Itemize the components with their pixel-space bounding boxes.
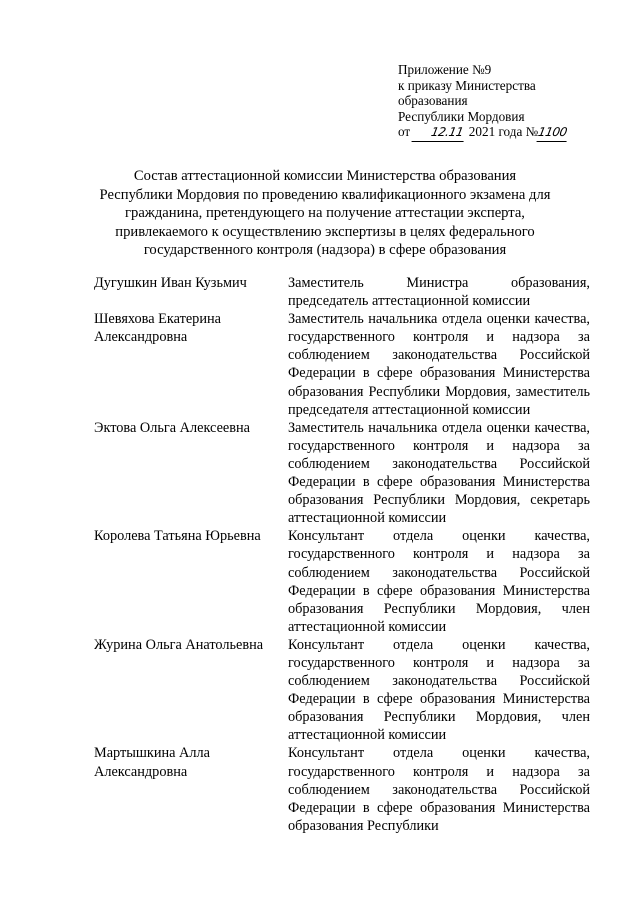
appendix-republic: Республики Мордовия bbox=[398, 108, 525, 124]
appendix-order-ref: к приказу Министерства bbox=[398, 77, 536, 93]
member-row bbox=[94, 419, 594, 528]
member-name: Эктова Ольга Алексеевна bbox=[94, 419, 251, 436]
member-row bbox=[94, 310, 594, 419]
date-prefix: от bbox=[398, 124, 411, 140]
member-role: Заместитель Министра образования, председатель аттестационной комиссии bbox=[288, 275, 590, 310]
member-row bbox=[94, 274, 594, 310]
member-name: Королева Татьяна Юрьевна bbox=[94, 528, 261, 545]
member-name: Мартышкина Алла Александровна bbox=[94, 745, 210, 780]
member-name: Шевяхова Екатерина Александровна bbox=[94, 311, 221, 346]
handwritten-date: 12.11 bbox=[412, 125, 467, 142]
appendix-ministry: образования bbox=[398, 93, 468, 109]
appendix-date-line bbox=[398, 124, 608, 142]
commission-members-list bbox=[94, 274, 594, 835]
appendix-number: Приложение №9 bbox=[398, 62, 492, 77]
member-role: Консультант отдела оценки качества, государственного контроля и надзора за соблюдением законодательства Российской Федерации в сфере образования Министерства образования Республики Мордовия, член аттестационной комиссии bbox=[288, 636, 590, 744]
handwritten-order-number: 1100 bbox=[537, 125, 570, 142]
member-name: Дугушкин Иван Кузьмич bbox=[94, 275, 247, 291]
date-year: 2021 года № bbox=[468, 124, 539, 140]
member-name: Журина Ольга Анатольевна bbox=[94, 636, 264, 653]
member-row bbox=[94, 636, 594, 745]
appendix-header bbox=[398, 62, 608, 142]
member-role: Консультант отдела оценки качества, государственного контроля и надзора за соблюдением законодательства Российской Федерации в сфере образования Министерства образования Республики bbox=[288, 745, 590, 834]
document-title: Состав аттестационной комиссии Министерства образования Республики Мордовия по проведению квалификационного экзамена для гражданина, претендующего на получение аттестации эксперта, привлекаемого к осуществлению экспертизы в целях федерального государственного контроля (надзора) в сфере образования bbox=[99, 168, 551, 259]
member-row bbox=[94, 527, 594, 636]
member-role: Консультант отдела оценки качества, государственного контроля и надзора за соблюдением законодательства Российской Федерации в сфере образования Министерства образования Республики Мордовия, член аттестационной комиссии bbox=[288, 528, 590, 635]
member-role: Заместитель начальника отдела оценки качества, государственного контроля и надзора за соблюдением законодательства Российской Федерации в сфере образования Министерства образования Республики Мордовия, заместитель председателя аттестационной комиссии bbox=[288, 311, 590, 418]
member-role: Заместитель начальника отдела оценки качества, государственного контроля и надзора за соблюдением законодательства Российской Федерации в сфере образования Министерства образования Республики Мордовия, секретарь аттестационной комиссии bbox=[288, 419, 590, 527]
member-row bbox=[94, 744, 594, 834]
